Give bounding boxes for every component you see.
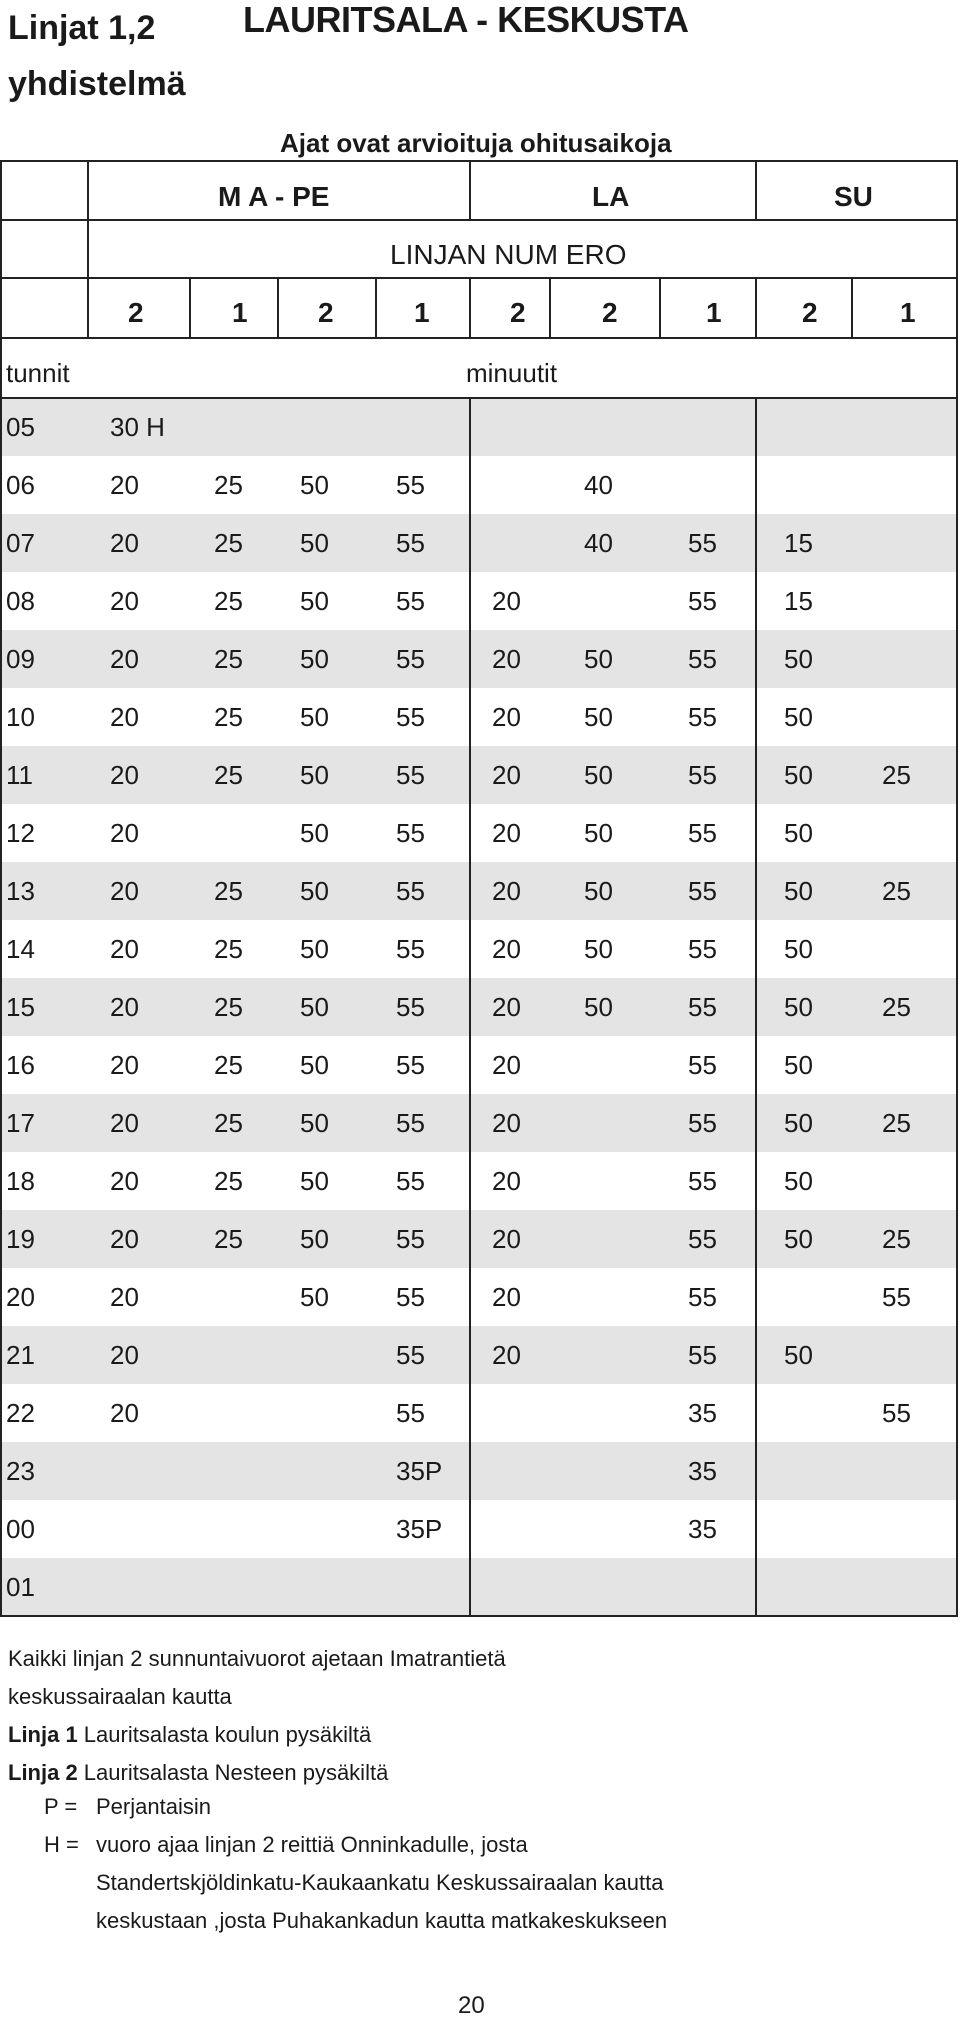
hour-cell: 21: [6, 1340, 35, 1370]
minute-cell: 50: [784, 1166, 813, 1196]
minute-cell: 35P: [396, 1456, 443, 1486]
minutes-label: minuutit: [466, 358, 558, 388]
minute-cell: 55: [882, 1398, 911, 1428]
minute-cell: 20: [110, 876, 139, 906]
minute-cell: 20: [110, 1108, 139, 1138]
minute-cell: 25: [214, 760, 243, 790]
minute-cell: 55: [396, 1050, 425, 1080]
minute-cell: 50: [300, 1282, 329, 1312]
linja2-note: [8, 1754, 506, 1792]
row-shade: [0, 1210, 958, 1268]
minute-cell: 25: [214, 992, 243, 1022]
minute-cell: 55: [688, 1108, 717, 1138]
minute-cell: 50: [300, 1050, 329, 1080]
minute-cell: 50: [784, 992, 813, 1022]
timetable-grid: [0, 160, 958, 1618]
minute-cell: 20: [492, 760, 521, 790]
minute-cell: 50: [300, 702, 329, 732]
minute-cell: 20: [492, 1050, 521, 1080]
minute-cell: 55: [688, 818, 717, 848]
hour-cell: 22: [6, 1398, 35, 1428]
minute-cell: 25: [214, 1108, 243, 1138]
minute-cell: 50: [584, 876, 613, 906]
hour-cell: 13: [6, 876, 35, 906]
timetable-subtitle: Ajat ovat arvioituja ohitusaikoja: [280, 128, 672, 158]
minute-cell: 55: [688, 528, 717, 558]
minute-cell: 20: [110, 818, 139, 848]
route-direction-title: LAURITSALA - KESKUSTA: [243, 0, 689, 40]
minute-cell: 25: [214, 528, 243, 558]
minute-cell: 55: [688, 934, 717, 964]
line-number-cell: 2: [602, 297, 618, 328]
hour-cell: 15: [6, 992, 35, 1022]
hour-cell: 09: [6, 644, 35, 674]
minute-cell: 20: [110, 1050, 139, 1080]
minute-cell: 55: [396, 1340, 425, 1370]
minute-cell: 50: [784, 702, 813, 732]
minute-cell: 20: [492, 1282, 521, 1312]
minute-cell: 25: [882, 1108, 911, 1138]
minute-cell: 50: [584, 992, 613, 1022]
minute-cell: 50: [584, 702, 613, 732]
hour-cell: 06: [6, 470, 35, 500]
minute-cell: 50: [784, 760, 813, 790]
minute-cell: 20: [492, 818, 521, 848]
hour-cell: 11: [6, 760, 33, 790]
minute-cell: 55: [688, 1224, 717, 1254]
minute-cell: 25: [214, 644, 243, 674]
legend-h-text-2: Standertskjöldinkatu-Kaukaankatu Keskussairaalan kautta: [96, 1870, 664, 1895]
minute-cell: 55: [688, 644, 717, 674]
linja1-label: Linja 1: [8, 1722, 78, 1747]
minute-cell: 20: [110, 702, 139, 732]
minute-cell: 55: [396, 818, 425, 848]
minute-cell: 55: [396, 760, 425, 790]
minute-cell: 50: [300, 528, 329, 558]
day-group-weekdays: M A - PE: [218, 181, 330, 212]
hour-cell: 12: [6, 818, 35, 848]
minute-cell: 50: [300, 818, 329, 848]
day-group-sunday: SU: [834, 181, 873, 212]
hour-cell: 20: [6, 1282, 35, 1312]
linja1-note: [8, 1716, 506, 1754]
minute-cell: 25: [214, 586, 243, 616]
minute-cell: 20: [110, 1282, 139, 1312]
hour-cell: 14: [6, 934, 35, 964]
minute-cell: 20: [110, 1340, 139, 1370]
minute-cell: 50: [784, 934, 813, 964]
minute-cell: 25: [214, 1166, 243, 1196]
linja2-text: Lauritsalasta Nesteen pysäkiltä: [77, 1760, 389, 1785]
row-shade: [0, 1326, 958, 1384]
minute-cell: 55: [396, 1108, 425, 1138]
minute-cell: 20: [492, 1166, 521, 1196]
minute-cell: 20: [110, 992, 139, 1022]
minute-cell: 25: [882, 1224, 911, 1254]
minute-cell: 50: [300, 876, 329, 906]
minute-cell: 20: [492, 876, 521, 906]
line-number-cell: 2: [802, 297, 818, 328]
hour-cell: 00: [6, 1514, 35, 1544]
minute-cell: 20: [492, 1108, 521, 1138]
minute-cell: 20: [110, 470, 139, 500]
row-shade: [0, 1558, 958, 1616]
minute-cell: 55: [688, 1282, 717, 1312]
minute-cell: 50: [584, 644, 613, 674]
linja1-text: Lauritsalasta koulun pysäkiltä: [77, 1722, 372, 1747]
minute-cell: 20: [492, 586, 521, 616]
minute-cell: 55: [396, 934, 425, 964]
minute-cell: 50: [300, 760, 329, 790]
legend-h-text-1: vuoro ajaa linjan 2 reittiä Onninkadulle, josta: [96, 1832, 528, 1857]
minute-cell: 55: [688, 702, 717, 732]
sunday-note-line-2: keskussairaalan kautta: [8, 1684, 232, 1709]
minute-cell: 40: [584, 470, 613, 500]
minute-cell: 20: [110, 644, 139, 674]
minute-cell: 50: [300, 934, 329, 964]
minute-cell: 55: [396, 644, 425, 674]
minute-cell: 35: [688, 1398, 717, 1428]
minute-cell: 50: [300, 586, 329, 616]
minute-cell: 55: [396, 470, 425, 500]
legend-h-text-3: keskustaan ,josta Puhakankadun kautta matkakeskukseen: [96, 1908, 668, 1933]
minute-cell: 25: [214, 1224, 243, 1254]
minute-cell: 20: [492, 702, 521, 732]
minute-cell: 20: [492, 934, 521, 964]
minute-cell: 55: [688, 992, 717, 1022]
line-number-cell: 2: [128, 297, 144, 328]
minute-cell: 55: [396, 1282, 425, 1312]
minute-cell: 50: [784, 1224, 813, 1254]
timetable-notes: [8, 1640, 506, 1792]
line-number-cell: 1: [232, 297, 248, 328]
minute-cell: 55: [396, 1398, 425, 1428]
legend-p-text: Perjantaisin: [96, 1794, 211, 1819]
minute-cell: 55: [396, 992, 425, 1022]
minute-cell: 25: [214, 702, 243, 732]
row-shade: [0, 978, 958, 1036]
minute-cell: 20: [110, 586, 139, 616]
minute-cell: 55: [396, 1166, 425, 1196]
line-number-cell: 2: [318, 297, 334, 328]
minute-cell: 40: [584, 528, 613, 558]
minute-cell: 55: [396, 1224, 425, 1254]
minute-cell: 15: [784, 586, 813, 616]
hour-cell: 19: [6, 1224, 35, 1254]
hour-cell: 08: [6, 586, 35, 616]
minute-cell: 50: [784, 1050, 813, 1080]
line-number-cell: 1: [900, 297, 916, 328]
minute-cell: 20: [110, 528, 139, 558]
minute-cell: 55: [688, 760, 717, 790]
minute-cell: 35: [688, 1456, 717, 1486]
row-shade: [0, 1442, 958, 1500]
minute-cell: 50: [300, 644, 329, 674]
line-number-cell: 1: [706, 297, 722, 328]
minute-cell: 35: [688, 1514, 717, 1544]
minute-cell: 25: [214, 470, 243, 500]
minute-cell: 20: [492, 1224, 521, 1254]
legend-p-key: P =: [44, 1794, 78, 1819]
hour-cell: 10: [6, 702, 35, 732]
row-shade: [0, 514, 958, 572]
hour-cell: 23: [6, 1456, 35, 1486]
hour-cell: 01: [6, 1572, 35, 1602]
hour-cell: 07: [6, 528, 35, 558]
minute-cell: 55: [688, 1340, 717, 1370]
route-title-line-2: yhdistelmä: [8, 65, 186, 103]
minute-cell: 55: [688, 1166, 717, 1196]
minute-cell: 55: [688, 1050, 717, 1080]
line-number-label: LINJAN NUM ERO: [390, 239, 627, 270]
day-group-saturday: LA: [592, 181, 630, 212]
hour-cell: 16: [6, 1050, 35, 1080]
minute-cell: 50: [784, 1340, 813, 1370]
legend-h-key: H =: [44, 1832, 79, 1857]
minute-cell: 20: [110, 1166, 139, 1196]
minute-cell: 50: [300, 1224, 329, 1254]
minute-cell: 20: [492, 992, 521, 1022]
row-shade: [0, 862, 958, 920]
minute-cell: 55: [396, 876, 425, 906]
minute-cell: 20: [110, 1398, 139, 1428]
hour-cell: 18: [6, 1166, 35, 1196]
row-shade: [0, 630, 958, 688]
hour-cell: 05: [6, 412, 35, 442]
minute-cell: 50: [300, 1166, 329, 1196]
page-number: 20: [458, 1992, 485, 2019]
minute-cell: 25: [214, 876, 243, 906]
minute-cell: 50: [584, 934, 613, 964]
linja2-label: Linja 2: [8, 1760, 78, 1785]
minute-cell: 20: [492, 1340, 521, 1370]
line-number-cell: 2: [510, 297, 526, 328]
hour-cell: 17: [6, 1108, 35, 1138]
minute-cell: 25: [882, 876, 911, 906]
minute-cell: 30 H: [110, 412, 165, 442]
route-title-line-1: Linjat 1,2: [8, 9, 156, 47]
minute-cell: 50: [584, 818, 613, 848]
minute-cell: 55: [688, 586, 717, 616]
minute-cell: 55: [396, 586, 425, 616]
minute-cell: 20: [110, 1224, 139, 1254]
minute-cell: 50: [784, 1108, 813, 1138]
minute-cell: 25: [214, 1050, 243, 1080]
line-number-cell: 1: [414, 297, 430, 328]
route-title: [8, 0, 186, 112]
minute-cell: 50: [300, 1108, 329, 1138]
minute-cell: 35P: [396, 1514, 443, 1544]
minute-cell: 55: [688, 876, 717, 906]
minute-cell: 50: [784, 644, 813, 674]
minute-cell: 55: [396, 702, 425, 732]
minute-cell: 50: [784, 876, 813, 906]
minute-cell: 25: [882, 992, 911, 1022]
sunday-note-line-1: Kaikki linjan 2 sunnuntaivuorot ajetaan Imatrantietä: [8, 1646, 506, 1671]
minute-cell: 20: [110, 760, 139, 790]
minute-cell: 25: [214, 934, 243, 964]
minute-cell: 20: [492, 644, 521, 674]
minute-cell: 50: [584, 760, 613, 790]
minute-cell: 15: [784, 528, 813, 558]
minute-cell: 50: [300, 470, 329, 500]
minute-cell: 20: [110, 934, 139, 964]
minute-cell: 55: [396, 528, 425, 558]
minute-cell: 55: [882, 1282, 911, 1312]
minute-cell: 50: [300, 992, 329, 1022]
row-shade: [0, 1094, 958, 1152]
hours-label: tunnit: [6, 358, 70, 388]
minute-cell: 50: [784, 818, 813, 848]
row-shade: [0, 746, 958, 804]
minute-cell: 25: [882, 760, 911, 790]
